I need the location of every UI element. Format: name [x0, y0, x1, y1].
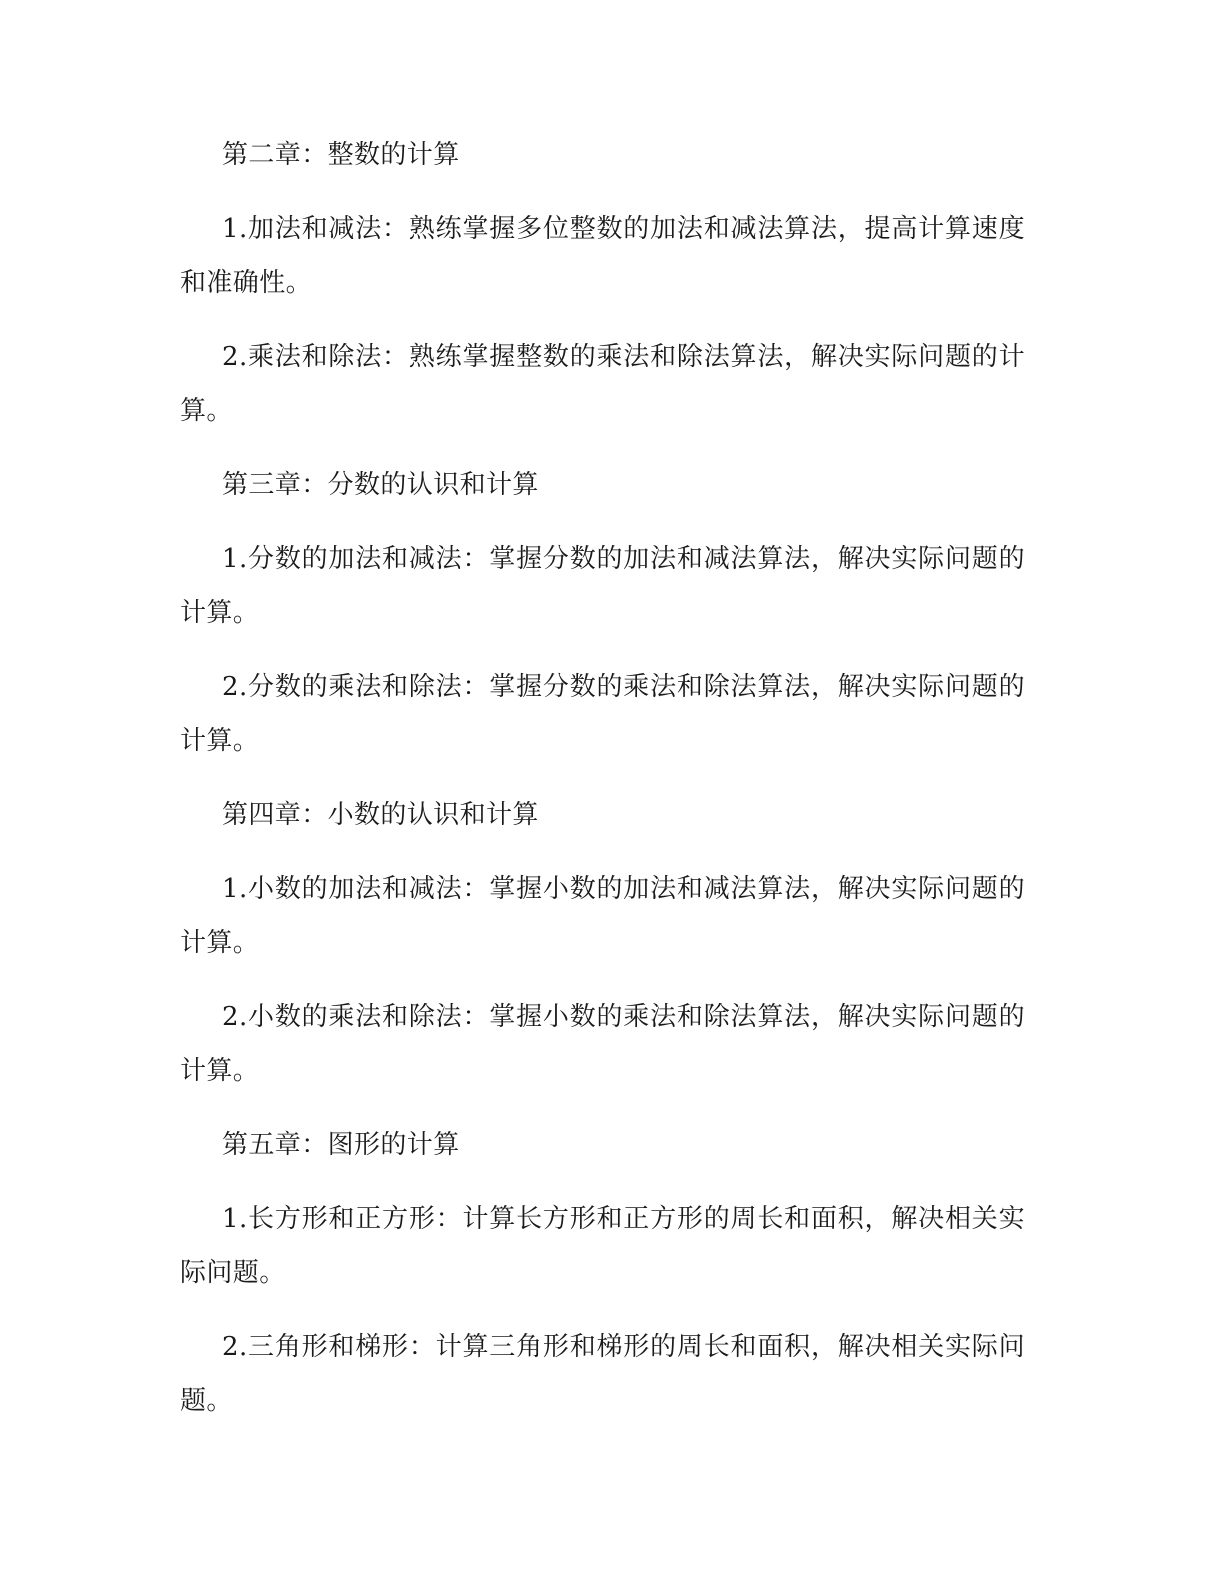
chapter-3-item-1: 1.分数的加法和减法：掌握分数的加法和减法算法，解决实际问题的计算。: [180, 544, 1025, 628]
chapter-3-heading: 第三章：分数的认识和计算: [222, 470, 539, 500]
chapter-3-item-2: 2.分数的乘法和除法：掌握分数的乘法和除法算法，解决实际问题的计算。: [180, 672, 1025, 756]
chapter-2-item-2: 2.乘法和除法：熟练掌握整数的乘法和除法算法，解决实际问题的计算。: [180, 342, 1025, 426]
chapter-4-heading: 第四章：小数的认识和计算: [222, 800, 539, 830]
chapter-2-item-1: 1.加法和减法：熟练掌握多位整数的加法和减法算法，提高计算速度和准确性。: [180, 214, 1025, 298]
chapter-4-item-2: 2.小数的乘法和除法：掌握小数的乘法和除法算法，解决实际问题的计算。: [180, 1002, 1025, 1086]
chapter-5-heading: 第五章：图形的计算: [222, 1130, 460, 1160]
chapter-4-item-1: 1.小数的加法和减法：掌握小数的加法和减法算法，解决实际问题的计算。: [180, 874, 1025, 958]
chapter-5-item-2: 2.三角形和梯形：计算三角形和梯形的周长和面积，解决相关实际问题。: [180, 1332, 1025, 1416]
chapter-2-heading: 第二章：整数的计算: [222, 140, 460, 170]
chapter-5-item-1: 1.长方形和正方形：计算长方形和正方形的周长和面积，解决相关实际问题。: [180, 1204, 1025, 1288]
document-page: [180, 128, 1025, 1428]
